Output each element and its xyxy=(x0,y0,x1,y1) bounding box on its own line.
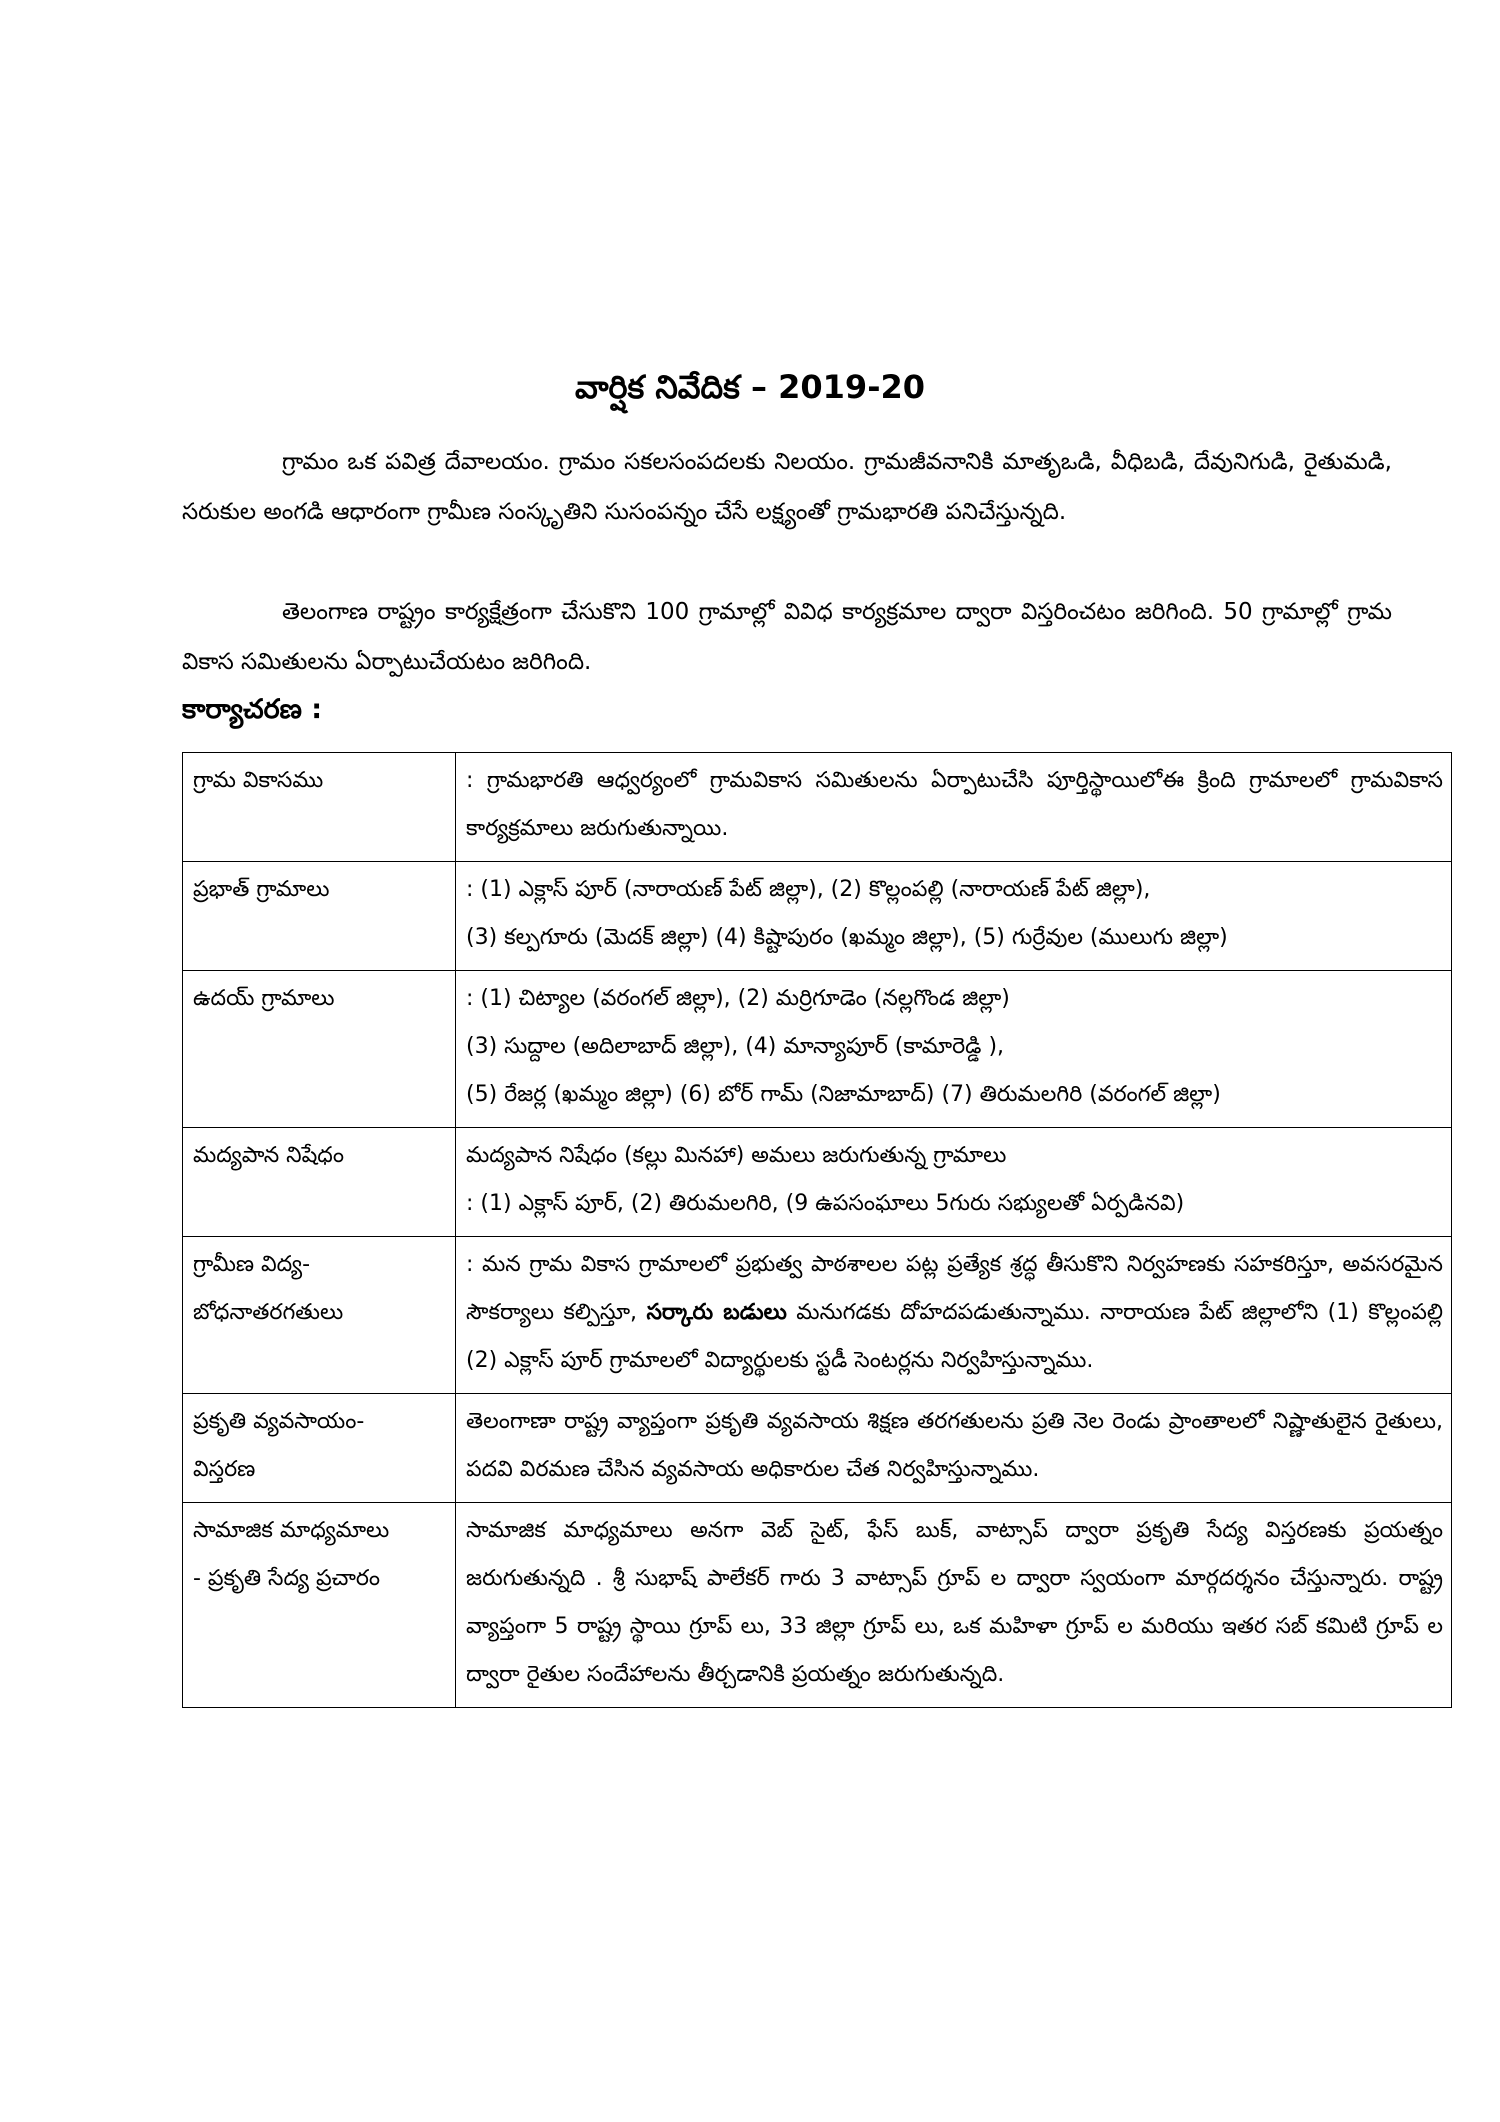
row-content-text xyxy=(466,1241,1443,1385)
row-content-text: : గ్రామభారతి ఆధ్వర్యంలో గ్రామవికాస సమితులను ఏర్పాటుచేసి పూర్తిస్థాయిలోఈ క్రింది గ్రామాలలో గ్రామవికాస కార్యక్రమాలు జరుగుతున్నాయి. xyxy=(466,768,1443,841)
row-label-text: విస్తరణ xyxy=(193,1457,256,1482)
row-label-text: మద్యపాన నిషేధం xyxy=(193,1143,344,1168)
row-content-text: సామాజిక మాధ్యమాలు అనగా వెబ్ సైట్, ఫేస్ బుక్, వాట్సాప్ ద్వారా ప్రకృతి సేద్య విస్తరణకు ప్రయత్నం జరుగుతున్నది . శ్రీ సుభాష్ పాలేకర్ గారు 3 వాట్సాప్ గ్రూప్ ల ద్వారా స్వయంగా మార్గదర్శనం చేస్తున్నారు. రాష్ట్ర వ్యాప్తంగా 5 రాష్ట్ర స్థాయి గ్రూప్ లు, 33 జిల్లా గ్రూప్ లు, ఒక మహిళా గ్రూప్ ల మరియు ఇతర సబ్ కమిటి గ్రూప్ ల ద్వారా రైతుల సందేహాలను తీర్చడానికి ప్రయత్నం జరుగుతున్నది. xyxy=(466,1518,1443,1687)
row-content-text: : (1) ఎక్లాస్ పూర్ (నారాయణ్ పేట్ జిల్లా), (2) కొల్లంపల్లి (నారాయణ్ పేట్ జిల్లా), xyxy=(466,877,1151,902)
row-label xyxy=(183,1503,456,1708)
table-row xyxy=(183,1394,1452,1503)
row-content xyxy=(456,753,1452,862)
row-content-text: తెలంగాణా రాష్ట్ర వ్యాప్తంగా ప్రకృతి వ్యవసాయ శిక్షణ తరగతులను ప్రతి నెల రెండు ప్రాంతాలలో నిష్ణాతులైన రైతులు, పదవి విరమణ చేసిన వ్యవసాయ అధికారుల చేత నిర్వహిస్తున్నాము. xyxy=(466,1409,1443,1482)
row-content xyxy=(456,1237,1452,1394)
row-label xyxy=(183,753,456,862)
row-content-text: (3) సుద్దాల (అదిలాబాద్ జిల్లా), (4) మాన్యాపూర్ (కామారెడ్డి ), xyxy=(466,1034,1005,1059)
table-row xyxy=(183,1237,1452,1394)
activities-table xyxy=(182,752,1452,1708)
row-label-text: ఉదయ్ గ్రామాలు xyxy=(193,986,335,1011)
row-content xyxy=(456,862,1452,971)
table-row xyxy=(183,1128,1452,1237)
row-label-text: ప్రకృతి వ్యవసాయం- xyxy=(193,1409,365,1434)
row-content xyxy=(456,1394,1452,1503)
page-title: వార్షిక నివేదిక – 2019-20 xyxy=(574,368,926,406)
row-content xyxy=(456,1503,1452,1708)
row-content-part: : మన గ్రామ వికాస గ్రామాలలో ప్రభుత్వ పాఠశాలల పట్ల ప్రత్యేక శ్రద్ధ తీసుకొని నిర్వహణకు సహకరిస్తూ, అవసరమైన సౌకర్యాలు కల్పిస్తూ, xyxy=(466,1252,1443,1325)
intro-paragraph: తెలంగాణ రాష్ట్రం కార్యక్షేత్రంగా చేసుకొని 100 గ్రామాల్లో వివిధ కార్యక్రమాల ద్వారా విస్తరించటం జరిగింది. 50 గ్రామాల్లో గ్రామ వికాస సమితులను ఏర్పాటుచేయటం జరిగింది. xyxy=(182,599,1392,675)
row-label-text: ప్రభాత్ గ్రామాలు xyxy=(193,877,330,902)
row-label xyxy=(183,1237,456,1394)
row-content xyxy=(456,1128,1452,1237)
row-content-text: (5) రేజర్ల (ఖమ్మం జిల్లా) (6) బోర్ గామ్ (నిజామాబాద్) (7) తిరుమలగిరి (వరంగల్ జిల్లా) xyxy=(466,1082,1221,1107)
row-content-text: : (1) ఎక్లాస్ పూర్, (2) తిరుమలగిరి, (9 ఉపసంఘాలు 5గురు సభ్యులతో ఏర్పడినవి) xyxy=(466,1191,1185,1216)
row-content xyxy=(456,971,1452,1128)
row-label xyxy=(183,971,456,1128)
row-content-text: మద్యపాన నిషేధం (కల్లు మినహా) అమలు జరుగుతున్న గ్రామాలు xyxy=(466,1143,1007,1168)
row-label xyxy=(183,862,456,971)
row-label-text: సామాజిక మాధ్యమాలు xyxy=(193,1518,390,1543)
table-row xyxy=(183,753,1452,862)
row-label xyxy=(183,1128,456,1237)
table-row xyxy=(183,862,1452,971)
row-label-text: బోధనాతరగతులు xyxy=(193,1300,344,1325)
intro-paragraph: గ్రామం ఒక పవిత్ర దేవాలయం. గ్రామం సకలసంపదలకు నిలయం. గ్రామజీవనానికి మాతృఒడి, వీధిబడి, దేవునిగుడి, రైతుమడి, సరుకుల అంగడి ఆధారంగా గ్రామీణ సంస్కృతిని సుసంపన్నం చేసే లక్ష్యంతో గ్రామభారతి పనిచేస్తున్నది. xyxy=(182,449,1392,525)
section-heading: కార్యాచరణ : xyxy=(182,694,323,725)
table-row xyxy=(183,1503,1452,1708)
row-label-text: - ప్రకృతి సేద్య ప్రచారం xyxy=(193,1566,381,1591)
row-content-bold: సర్కారు బడులు xyxy=(646,1300,787,1325)
row-label xyxy=(183,1394,456,1503)
row-content-part: మనుగడకు దోహదపడుతున్నాము. నారాయణ పేట్ జిల్లాలోని (1) కొల్లంపల్లి (2) ఎక్లాస్ పూర్ గ్రామాలలో విద్యార్థులకు స్టడీ సెంటర్లను నిర్వహిస్తున్నాము. xyxy=(466,1300,1444,1373)
row-label-text: గ్రామీణ విద్య- xyxy=(193,1252,311,1277)
row-content-text: : (1) చిట్యాల (వరంగల్ జిల్లా), (2) మర్రిగూడెం (నల్లగొండ జిల్లా) xyxy=(466,986,1010,1011)
row-content-text: (3) కల్పగూరు (మెదక్ జిల్లా) (4) కిష్టాపురం (ఖమ్మం జిల్లా), (5) గుర్రేవుల (ములుగు జిల్లా) xyxy=(466,925,1228,950)
table-row xyxy=(183,971,1452,1128)
row-label-text: గ్రామ వికాసము xyxy=(193,768,324,793)
